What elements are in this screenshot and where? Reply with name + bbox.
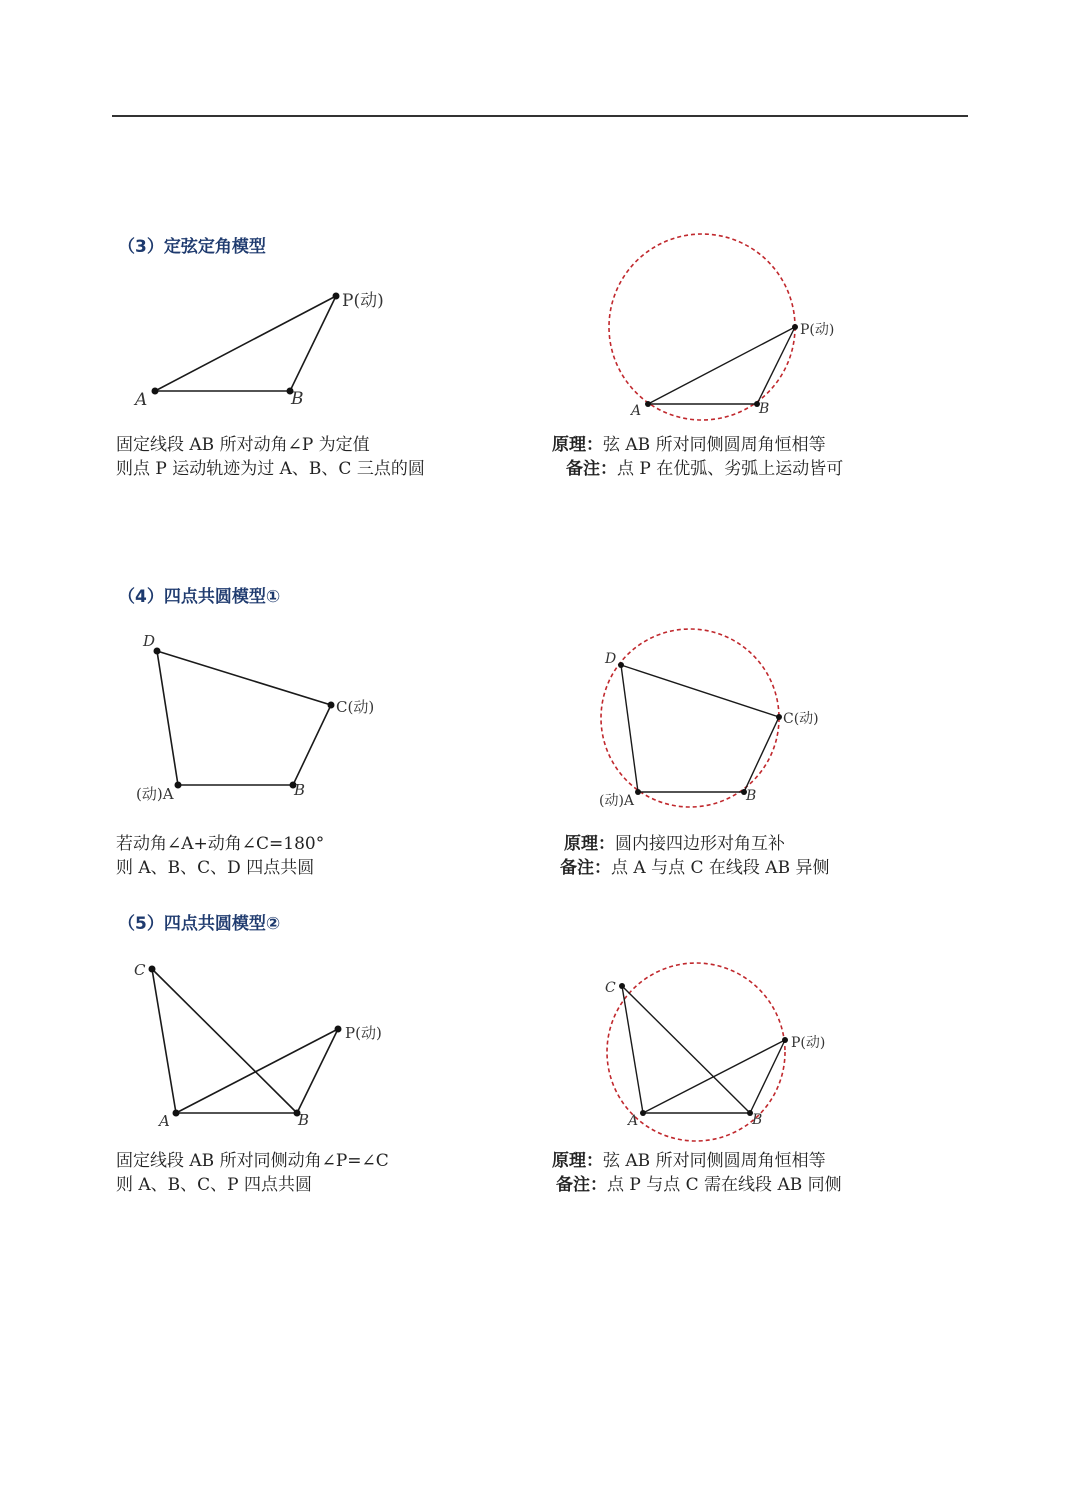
s4-right-label-a: (动)A (599, 793, 635, 809)
s4-left-quadrilateral (157, 651, 331, 785)
s5-right-label-p: P(动) (791, 1035, 826, 1051)
s5-right-point-a (640, 1110, 646, 1116)
s3-left-label-a: A (135, 390, 148, 410)
s4-left-label-c: C(动) (336, 698, 375, 716)
s4-right-point-a (635, 789, 641, 795)
s4-right-point-d (618, 662, 624, 668)
s3-caption-right (552, 433, 843, 481)
s5-left-segment-ap (176, 1029, 338, 1113)
s4-caption-right (560, 832, 829, 880)
s3-right-point-a (645, 401, 651, 407)
s3-right-label-b: B (759, 401, 770, 417)
s4-principle-line (560, 832, 829, 856)
section-5-heading: （5）四点共圆模型② (118, 914, 281, 934)
s3-right-point-p (792, 324, 798, 330)
s5-left-label-a: A (159, 1112, 170, 1130)
s5-right-segment-ap (643, 1040, 785, 1113)
s4-left-point-c (328, 702, 335, 709)
s4-left-label-b: B (294, 781, 306, 799)
s3-principle-text: 弦 AB 所对同侧圆周角恒相等 (603, 435, 826, 455)
s3-principle-line (552, 433, 843, 457)
s5-left-point-c (149, 966, 156, 973)
s5-caption-left (116, 1149, 389, 1197)
s4-left-figure (136, 632, 374, 803)
s5-right-segment-ca (622, 986, 643, 1113)
s3-caption-left-line1: 固定线段 AB 所对动角∠P 为定值 (116, 435, 370, 455)
s3-left-segment-ap (155, 296, 336, 391)
s4-right-figure (599, 629, 819, 809)
s3-right-label-a: A (631, 403, 642, 419)
s3-right-segment-ap (648, 327, 795, 404)
s5-left-point-p (335, 1026, 342, 1033)
s3-left-segment-bp (290, 296, 336, 391)
s3-right-segment-bp (757, 327, 795, 404)
s5-right-segment-bp (750, 1040, 785, 1113)
s5-right-point-c (619, 983, 625, 989)
s3-right-label-p: P(动) (800, 322, 835, 338)
s5-right-segment-cb (622, 986, 750, 1113)
s5-note-line (552, 1173, 842, 1197)
s5-right-point-p (782, 1037, 788, 1043)
s5-left-figure (134, 961, 382, 1130)
s5-left-segment-cb (152, 969, 297, 1113)
s4-right-label-d: D (605, 651, 617, 667)
s5-right-label-c: C (605, 980, 616, 996)
s5-principle-line (552, 1149, 842, 1173)
s3-note-line (552, 457, 843, 481)
s5-left-segment-ca (152, 969, 176, 1113)
s5-left-label-p: P(动) (345, 1024, 382, 1042)
section-4-heading: （4）四点共圆模型① (118, 587, 281, 607)
s3-left-label-b: B (291, 389, 304, 409)
s5-principle-label: 原理： (552, 1151, 603, 1171)
s4-right-label-b: B (746, 788, 757, 804)
s3-note-label: 备注： (566, 459, 617, 479)
s3-note-text: 点 P 在优弧、劣弧上运动皆可 (617, 459, 844, 479)
s4-caption-left (116, 832, 324, 880)
s3-left-point-p (333, 293, 340, 300)
s4-right-point-c (776, 714, 782, 720)
section-3-heading: （3）定弦定角模型 (118, 237, 266, 257)
s5-left-label-c: C (134, 961, 146, 979)
s4-principle-label: 原理： (564, 834, 615, 854)
s5-principle-text: 弦 AB 所对同侧圆周角恒相等 (603, 1151, 826, 1171)
s5-note-label: 备注： (556, 1175, 607, 1195)
s4-principle-text: 圆内接四边形对角互补 (615, 834, 785, 854)
s5-caption-left-line1: 固定线段 AB 所对同侧动角∠P=∠C (116, 1151, 389, 1171)
s5-note-text: 点 P 与点 C 需在线段 AB 同侧 (607, 1175, 842, 1195)
s3-right-figure (609, 234, 834, 420)
s5-caption-left-line2: 则 A、B、C、P 四点共圆 (116, 1175, 313, 1195)
s3-left-label-p: P(动) (342, 291, 384, 311)
s4-left-label-d: D (143, 632, 156, 650)
s4-left-label-a: (动)A (136, 785, 174, 803)
s4-note-line (560, 856, 829, 880)
s5-left-point-a (173, 1110, 180, 1117)
s4-right-label-c: C(动) (783, 711, 819, 727)
s4-caption-left-line2: 则 A、B、C、D 四点共圆 (116, 858, 315, 878)
s3-caption-left (116, 433, 425, 481)
s3-caption-left-line2: 则点 P 运动轨迹为过 A、B、C 三点的圆 (116, 459, 425, 479)
s4-note-label: 备注： (560, 858, 611, 878)
s3-right-circumcircle (609, 234, 795, 420)
s4-left-point-a (175, 782, 182, 789)
s5-right-label-b: B (752, 1112, 763, 1128)
s5-left-segment-bp (297, 1029, 338, 1113)
s4-caption-left-line1: 若动角∠A+动角∠C=180° (116, 834, 325, 854)
s5-caption-right (552, 1149, 842, 1197)
s5-right-figure (605, 963, 825, 1141)
s4-right-quadrilateral (621, 665, 779, 792)
s5-left-label-b: B (298, 1111, 310, 1129)
s3-left-figure (133, 291, 384, 410)
s4-note-text: 点 A 与点 C 在线段 AB 异侧 (611, 858, 830, 878)
s3-left-point-a (152, 388, 159, 395)
s3-principle-label: 原理： (552, 435, 603, 455)
s5-right-label-a: A (628, 1113, 639, 1129)
